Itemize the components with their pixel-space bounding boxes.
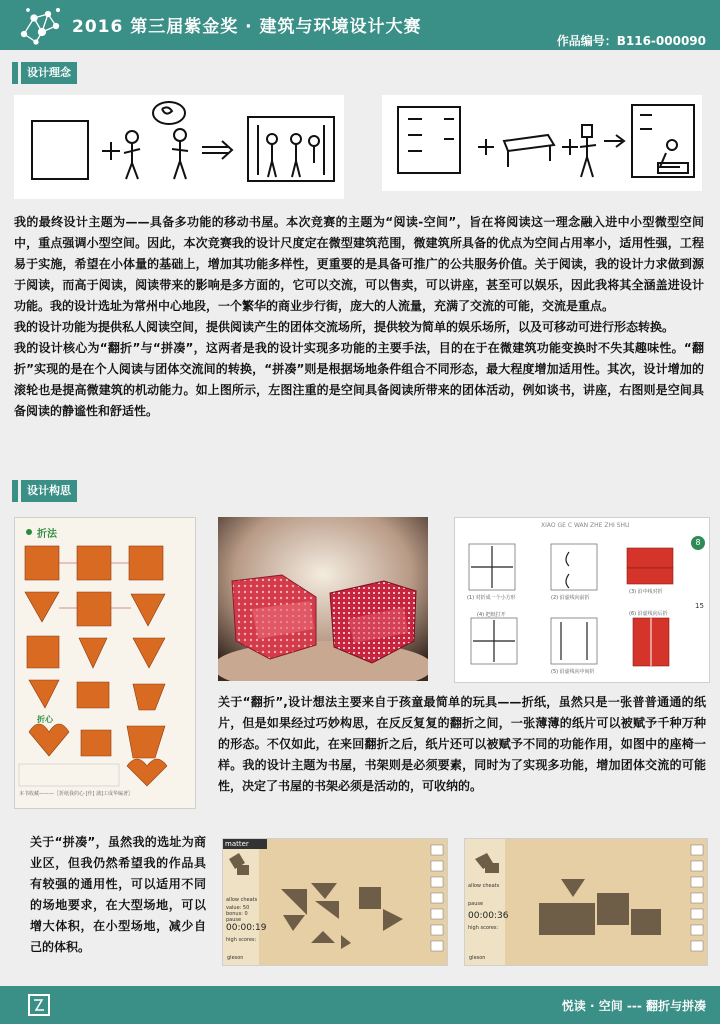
concept-paragraph-core: 我的设计核心为“翻折”与“拼凑”，这两者是我的设计实现多功能的主要手法，目的在于在微建筑功能变换时不失其趣味性。“翻折”实现的是在个人阅读与团体交流间的转换，“拼凑”则是根据场地条件组合不同形态，最大程度增加适用性。其次，设计增加的滚轮也是提高微建筑的机动能力。如上图所示，左图注重的是空间具备阅读所带来的团体活动，例如谈书，讲座，右图则是空间具备阅读的静谧性和舒适性。: [14, 341, 704, 418]
concept-paragraph-function: 我的设计功能为提供私人阅读空间，提供阅读产生的团体交流场所，提供较为简单的娱乐场所，以及可移动可进行形态转换。: [14, 320, 675, 334]
footer-bar: [0, 986, 720, 1024]
competition-title: 2016 第三届紫金奖 · 建筑与环境设计大赛: [72, 17, 422, 37]
origami-book-page-image: [14, 517, 196, 809]
game-timer: 00:00:36: [468, 911, 509, 921]
origami-chairs-illustration: [218, 517, 428, 681]
concept-description: [14, 212, 704, 422]
tangram-game-screenshot-left: [222, 838, 448, 966]
tangram-game-screenshot-right: [464, 838, 708, 966]
diagram-page-number: 15: [695, 602, 704, 610]
tag-marker: [12, 62, 18, 84]
concept-sketch-group-activity: [14, 95, 344, 199]
concept-sketch-quiet-reading: [382, 95, 702, 191]
origami-book-header: 折法: [37, 529, 57, 540]
diagram-step-2: (2) 沿虚线向前折: [551, 595, 590, 601]
footer-caption: 悦读 · 空间 --- 翻折与拼凑: [561, 999, 706, 1013]
game-timer: 00:00:19: [226, 923, 267, 933]
pause-control[interactable]: pause: [468, 901, 484, 907]
square-logo-icon: [28, 994, 50, 1016]
diagram-header: XIAO GE C WAN ZHE ZHI SHU: [541, 522, 630, 529]
work-number: 作品编号：B116-000090: [556, 34, 706, 48]
game-brand: matter: [223, 839, 267, 849]
diagram-step-1: (1) 对折成一个小方形: [467, 595, 516, 601]
game-footer-logo: gleson: [469, 955, 486, 961]
tangram-pieces-right: [465, 839, 707, 965]
high-scores-label: high scores:: [226, 937, 257, 943]
concept-section-tag: [12, 62, 77, 84]
network-logo-icon: [18, 4, 64, 46]
allow-cheats-label: allow cheats: [226, 897, 258, 903]
origami-book-subheader: 折心: [37, 715, 53, 724]
design-section-tag: [12, 480, 77, 502]
high-scores-label: high scores:: [468, 925, 499, 931]
concept-section-label: 设计理念: [21, 62, 77, 84]
assembly-description: 关于“拼凑”，虽然我的选址为商业区，但我仍然希望我的作品具有较强的通用性，可以适用不同的场地要求，在大型场地，可以增大体积，在小型场地，减少自己的体积。: [30, 835, 206, 954]
game-footer-logo: gleson: [227, 955, 244, 961]
design-section-label: 设计构思: [21, 480, 77, 502]
origami-book-caption: 本书收藏———〖折纸我的心·[作] 漓]工成华编著〗: [19, 791, 134, 797]
pause-control[interactable]: pause: [226, 917, 242, 923]
game-value: value: 50: [226, 905, 250, 911]
origami-chairs-photo: [218, 517, 428, 681]
diagram-step-3: (3) 沿中线对折: [629, 589, 663, 595]
diagram-step-5: (5) 沿虚线向中间折: [551, 669, 595, 675]
allow-cheats-label: allow cheats: [468, 883, 500, 889]
folding-description: 关于“翻折”,设计想法主要来自于孩童最简单的玩具——折纸，虽然只是一张普普通通的纸片，但是如果经过巧妙构思，在反反复复的翻折之间，一张薄薄的纸片可以被赋予千种万种的形态。不仅如此，在来回翻折之后，纸片还可以被赋予不同的功能作用，如图中的座椅一样。我的设计主题为书屋，书架则是必须要素，同时为了实现多功能，增加团体交流的可能性，决定了书屋的书架必须是活动的，可收纳的。: [218, 695, 706, 793]
header-bar: [0, 0, 720, 50]
origami-steps-illustration: [15, 518, 195, 808]
tangram-pieces-left: [223, 839, 447, 965]
game-bonus: bonus: 0: [226, 911, 248, 917]
diagram-badge: 8: [691, 536, 705, 550]
diagram-step-4: (4) 把纸打开: [477, 612, 506, 618]
diagram-step-6: (6) 沿虚线向后折: [629, 611, 668, 617]
origami-fold-diagram: [454, 517, 710, 683]
tag-marker: [12, 480, 18, 502]
concept-paragraph-theme: 我的最终设计主题为——具备多功能的移动书屋。本次竞赛的主题为“阅读-空间”，旨在将阅读这一理念融入进中小型微型空间中，重点强调小型空间。因此，本次竞赛我的设计尺度定在微型建筑范围，微建筑所具备的优点为空间占用率小，适用性强，工程易于实施，希望在小体量的基础上，增加其功能多样性，更重要的是具备可推广的公共服务价值。关于阅读，我的设计力求做到源于阅读，而高于阅读，阅读带来的影响是多方面的，它可以交流，可以售卖，可以讲座，甚至可以娱乐，因此我将其全涵盖进设计功能。我的设计选址为常州中心地段，一个繁华的商业步行街，庞大的人流量，充满了交流的可能，交流是重点。: [14, 215, 704, 313]
